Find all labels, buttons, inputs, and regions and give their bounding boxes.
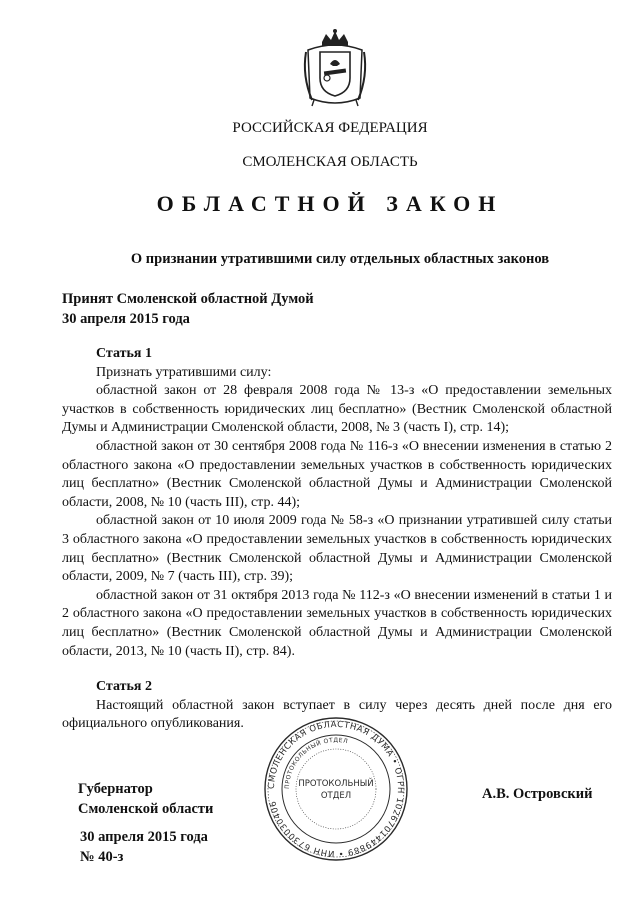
seal-center-line: ПРОТОКОЛЬНЫЙ bbox=[298, 779, 374, 789]
seal-center-line: ОТДЕЛ bbox=[320, 791, 352, 801]
adoption-line: Принят Смоленской областной Думой bbox=[62, 291, 314, 307]
region-heading: СМОЛЕНСКАЯ ОБЛАСТЬ bbox=[242, 154, 418, 170]
seal-inner-text: ПРОТОКОЛЬНЫЙ ОТДЕЛ bbox=[283, 736, 349, 790]
official-seal-icon bbox=[263, 716, 409, 862]
document-type-title: ОБЛАСТНОЙ ЗАКОН bbox=[156, 191, 504, 216]
signatory-title bbox=[78, 779, 213, 819]
signatory-title-line: Смоленской области bbox=[78, 801, 214, 817]
coat-of-arms-icon bbox=[300, 28, 370, 108]
seal-outer-text: СМОЛЕНСКАЯ ОБЛАСТНАЯ ДУМА • ОГРН 1026701449889 • ИНН 6730030406 bbox=[266, 719, 406, 859]
article-1-paragraph: Признать утратившими силу: bbox=[96, 364, 272, 380]
country-heading: РОССИЙСКАЯ ФЕДЕРАЦИЯ bbox=[232, 120, 428, 136]
article-1-paragraph: областной закон от 10 июля 2009 года № 58-з «О признании утратившей силу статьи 3 областного закона «О предоставлении земельных участков в собственность юридических лиц бесплатно» (Вестник Смоленской областной Думы и Администрации Смоленской области, 2009, № 7 (часть III), стр. 39); bbox=[62, 513, 612, 585]
article-1-heading: Статья 1 bbox=[96, 346, 152, 361]
article-1 bbox=[62, 345, 612, 661]
article-2-paragraph: Настоящий областной закон вступает в силу через десять дней после дня его официального опубликования. bbox=[62, 697, 612, 732]
signatory-name: А.В. Островский bbox=[482, 786, 593, 802]
adoption-date: 30 апреля 2015 года bbox=[62, 311, 190, 327]
law-number: № 40-з bbox=[80, 849, 124, 865]
signing-date: 30 апреля 2015 года bbox=[80, 829, 208, 845]
article-2-heading: Статья 2 bbox=[96, 679, 152, 694]
signing-block bbox=[80, 827, 208, 867]
law-subject: О признании утратившими силу отдельных областных законов bbox=[130, 251, 550, 267]
signatory-title-line: Губернатор bbox=[78, 781, 153, 797]
adoption-block bbox=[62, 289, 314, 329]
article-1-paragraph: областной закон от 31 октября 2013 года № 112-з «О внесении изменений в статьи 1 и 2 областного закона «О предоставлении земельных участков в собственность юридических лиц бесплатно» (Вестник Смоленской областной Думы и Администрации Смоленской области, 2013, № 10 (часть II), стр. 84). bbox=[62, 587, 612, 659]
article-1-paragraph: областной закон от 28 февраля 2008 года № 13-з «О предоставлении земельных участков в собственность юридических лиц бесплатно» (Вестник Смоленской областной Думы и Администрации Смоленской области, 2008, № 3 (часть I), стр. 14); bbox=[62, 383, 612, 436]
article-1-paragraph: областной закон от 30 сентября 2008 года № 116-з «О внесении изменения в статью 2 областного закона «О предоставлении земельных участков в собственность юридических лиц бесплатно» (Вестник Смоленской областной Думы и Администрации Смоленской области, 2008, № 10 (часть III), стр. 44); bbox=[62, 438, 612, 510]
